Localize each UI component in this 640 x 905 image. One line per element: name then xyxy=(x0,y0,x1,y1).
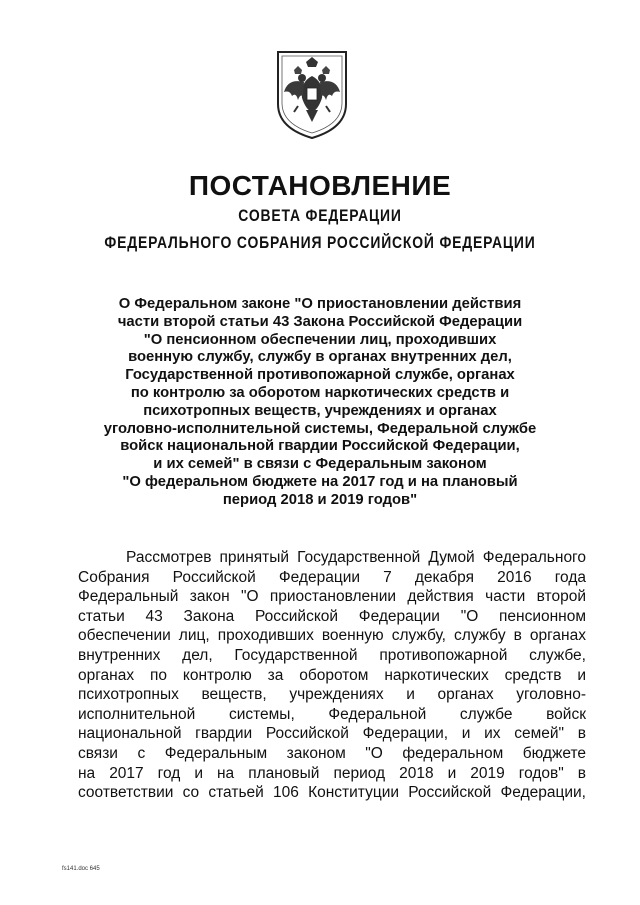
issuer-line-2: ФЕДЕРАЛЬНОГО СОБРАНИЯ РОССИЙСКОЙ ФЕДЕРАЦИИ xyxy=(104,233,536,252)
heading-line: О Федеральном законе "О приостановлении действия xyxy=(118,296,522,312)
heading-line: уголовно-исполнительной системы, Федеральной службе xyxy=(103,420,537,437)
body-line: органах по контролю за оборотом наркотических средств и xyxy=(78,666,586,684)
heading-line: Государственной противопожарной службе, органах xyxy=(125,367,515,384)
body-line: на 2017 год и на плановый период 2018 и 2019 годов" в xyxy=(78,764,586,782)
body-line: Рассмотрев принятый Государственной Думой Федерального xyxy=(126,549,586,566)
body-line: психотропных веществ, учреждениях и органах уголовно- xyxy=(78,686,586,704)
document-type-title: ПОСТАНОВЛЕНИЕ xyxy=(188,170,452,201)
heading-line: и их семей" в связи с Федеральным законом xyxy=(153,456,487,473)
body-line: обеспечении лиц, проходивших военную службу, службу в органах xyxy=(78,627,586,645)
heading-line: "О федеральном бюджете на 2017 год и на плановый xyxy=(122,473,518,490)
body-line: внутренних дел, Государственной противопожарной службе, xyxy=(78,646,586,664)
heading-line: части второй статьи 43 Закона Российской Федерации xyxy=(117,313,523,330)
heading-line: психотропных веществ, учреждениях и органах xyxy=(143,402,497,419)
heading-line: по контролю за оборотом наркотических средств и xyxy=(130,384,510,401)
document-heading xyxy=(88,296,552,510)
file-reference: fs141.doc 645 xyxy=(62,866,100,872)
issuer-line-1: СОВЕТА ФЕДЕРАЦИИ xyxy=(238,206,402,225)
body-paragraph xyxy=(78,548,586,803)
body-line: Собрания Российской Федерации 7 декабря 2016 года xyxy=(78,568,586,586)
heading-line: войск национальной гвардии Российской Федерации, xyxy=(120,438,520,455)
body-line: Федеральный закон "О приостановлении действия части второй xyxy=(78,588,586,606)
heading-line: военную службу, службу в органах внутренних дел, xyxy=(128,349,512,366)
state-emblem-icon xyxy=(272,48,352,142)
body-line: соответствии со статьей 106 Конституции Российской Федерации, xyxy=(78,784,586,802)
body-line: статьи 43 Закона Российской Федерации "О пенсионном xyxy=(78,607,586,625)
body-line: связи с Федеральным законом "О федеральном бюджете xyxy=(78,744,586,762)
heading-line: "О пенсионном обеспечении лиц, проходивших xyxy=(143,331,497,348)
body-line: национальной гвардии Российской Федерации, и их семей" в xyxy=(78,725,586,743)
body-line: исполнительной системы, Федеральной службе войск xyxy=(78,705,586,723)
heading-line: период 2018 и 2019 годов" xyxy=(222,491,418,508)
